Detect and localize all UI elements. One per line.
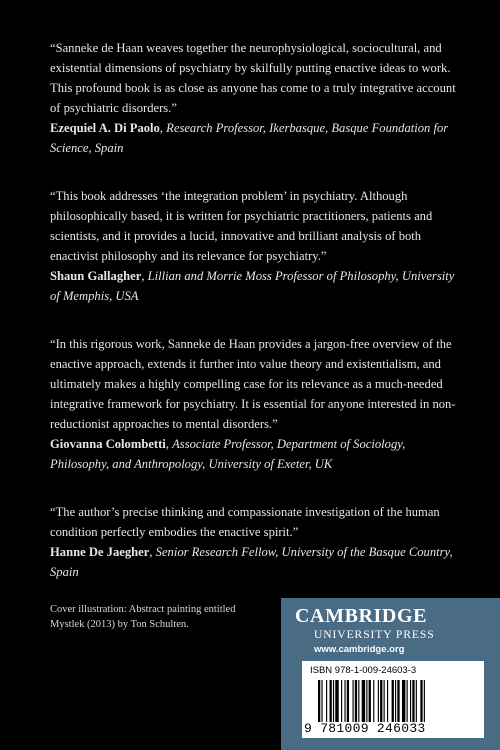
endorser-name: Ezequiel A. Di Paolo	[50, 121, 160, 135]
endorsement-quote: “The author’s precise thinking and compassionate investigation of the human condition perfectly embodies the enactive spirit.”	[50, 505, 440, 539]
endorser-name: Hanne De Jaegher	[50, 545, 150, 559]
endorser-role: Lillian and Morrie Moss Professor of Philosophy, University of Memphis, USA	[50, 269, 455, 303]
endorsement-quote: “Sanneke de Haan weaves together the neurophysiological, sociocultural, and existential dimensions of psychiatry by skilfully putting enactive ideas to work. This profound book is as close as anyone has come to a truly integrative account of psychiatric disorders.”	[50, 41, 456, 115]
barcode-panel	[302, 661, 484, 738]
endorsement	[50, 334, 462, 474]
endorser-name: Giovanna Colombetti	[50, 437, 166, 451]
endorsement-attribution: Giovanna Colombetti, Associate Professor, Department of Sociology, Philosophy, and Anthropology, University of Exeter, UK	[50, 437, 406, 471]
endorsement	[50, 38, 462, 158]
endorsement-quote: “This book addresses ‘the integration problem’ in psychiatry. Although philosophically based, it is written for psychiatric practitioners, patients and scientists, and it provides a lucid, innovative and brilliant analysis of both enactivist philosophy and its relevance for psychiatry.”	[50, 189, 433, 263]
publisher-press: UNIVERSITY PRESS	[314, 628, 435, 641]
publisher-name: CAMBRIDGE	[295, 605, 428, 627]
endorser-role: Associate Professor, Department of Sociology, Philosophy, and Anthropology, University of Exeter, UK	[50, 437, 406, 471]
endorsement-attribution: Ezequiel A. Di Paolo, Research Professor, Ikerbasque, Basque Foundation for Science, Spain	[50, 121, 449, 155]
barcode-digits: 9 781009 246033	[304, 721, 426, 736]
endorsement-attribution: Shaun Gallagher, Lillian and Morrie Moss Professor of Philosophy, University of Memphis, USA	[50, 269, 455, 303]
endorsements-list	[50, 38, 462, 610]
cover-credit: Cover illustration: Abstract painting entitled Mystlek (2013) by Ton Schulten.	[50, 604, 236, 630]
endorsement	[50, 186, 462, 306]
isbn-label: ISBN 978-1-009-24603-3	[310, 665, 417, 676]
endorser-name: Shaun Gallagher	[50, 269, 142, 283]
endorsement	[50, 502, 462, 582]
endorser-role: Senior Research Fellow, University of the Basque Country, Spain	[50, 545, 453, 579]
endorsement-quote: “In this rigorous work, Sanneke de Haan provides a jargon-free overview of the enactive approach, extends it further into value theory and existentialism, and ultimately makes a highly compelling case for its relevance as a much-needed integrative framework for psychiatry. It is essential for anyone interested in non-reductionist approaches to mental disorders.”	[50, 337, 456, 431]
endorser-role: Research Professor, Ikerbasque, Basque Foundation for Science, Spain	[50, 121, 449, 155]
publisher-panel	[281, 598, 500, 750]
barcode-icon	[318, 680, 468, 722]
publisher-url: www.cambridge.org	[314, 644, 405, 655]
endorsement-attribution: Hanne De Jaegher, Senior Research Fellow, University of the Basque Country, Spain	[50, 545, 453, 579]
